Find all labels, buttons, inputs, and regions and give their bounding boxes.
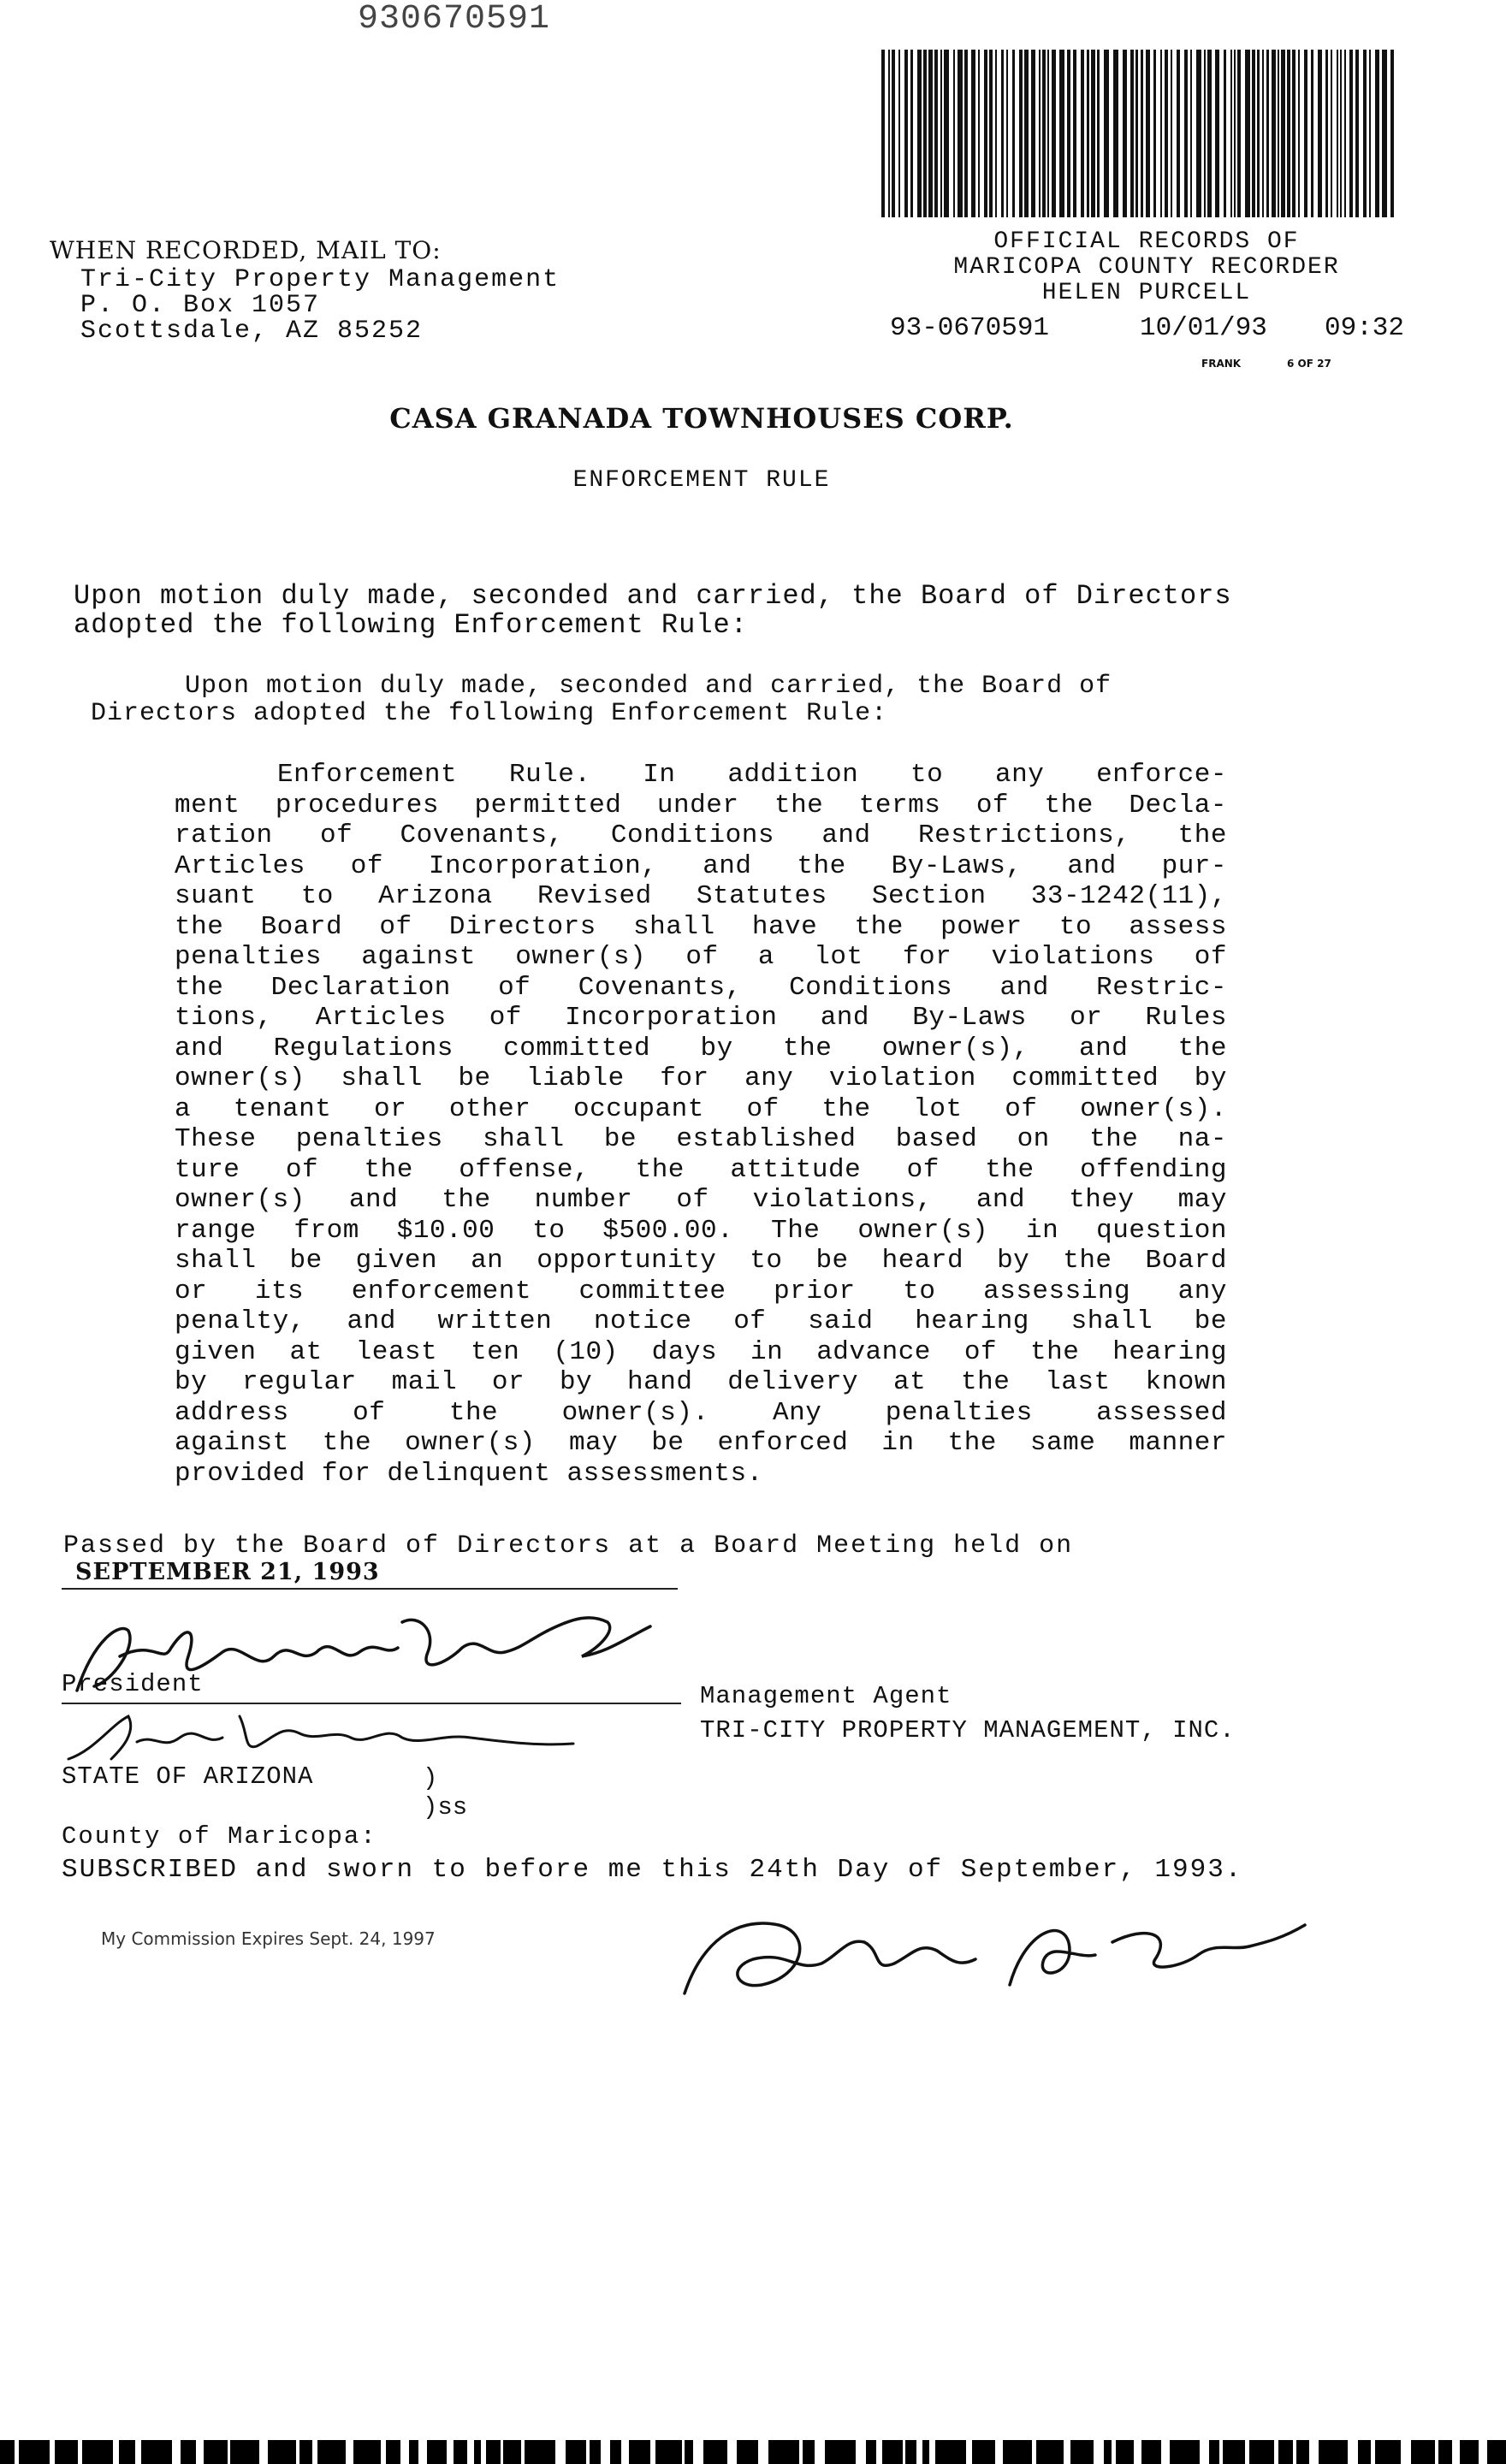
rule-line: These penalties shall be established based on the na- <box>175 1124 1227 1154</box>
rule-line: a tenant or other occupant of the lot of owner(s). <box>175 1093 1227 1124</box>
barcode-bar <box>1237 50 1241 217</box>
barcode-bar <box>1073 50 1076 217</box>
scan-edge-segment <box>454 2440 467 2464</box>
scan-edge-segment <box>610 2440 621 2464</box>
barcode-bar <box>1281 50 1285 217</box>
intro-paragraph-2 <box>91 672 1289 727</box>
barcode-bar <box>1123 50 1127 217</box>
barcode-bar <box>1135 50 1138 217</box>
barcode-bar <box>978 50 980 217</box>
barcode-bar <box>1234 50 1236 217</box>
scan-edge-segment <box>141 2440 172 2464</box>
barcode-bar <box>1337 50 1338 217</box>
notary-county: County of Maricopa: <box>62 1822 377 1851</box>
president-label: President <box>62 1670 204 1698</box>
scan-edge-segment <box>685 2440 693 2464</box>
notary-ss: )ss <box>423 1793 468 1821</box>
scan-edge-segment <box>1170 2440 1200 2464</box>
rule-line: range from $10.00 to $500.00. The owner(s) in question <box>175 1215 1227 1246</box>
intro-2-line: Directors adopted the following Enforcement Rule: <box>91 699 888 728</box>
scan-edge-segment <box>1319 2440 1348 2464</box>
barcode-bar <box>1047 50 1049 217</box>
barcode-bar <box>1052 50 1056 217</box>
scan-edge-segment <box>737 2440 758 2464</box>
date-underline <box>62 1588 678 1590</box>
barcode-bar <box>1298 50 1300 217</box>
recorder-line-3: HELEN PURCELL <box>1041 280 1252 306</box>
scan-edge-segment <box>119 2440 135 2464</box>
barcode-bar <box>1024 50 1029 217</box>
enforcement-rule-text <box>175 760 1227 1489</box>
barcode-bar <box>1184 50 1188 217</box>
scan-edge-segment <box>268 2440 296 2464</box>
barcode-bar <box>1019 50 1023 217</box>
barcode-bar <box>1340 50 1342 217</box>
notary-subscribed: SUBSCRIBED and sworn to before me this 24th Day of September, 1993. <box>62 1855 1243 1885</box>
recorder-line-1: OFFICIAL RECORDS OF <box>993 228 1300 255</box>
barcode-bar <box>1039 50 1041 217</box>
barcode-bar <box>881 50 885 217</box>
scan-edge-segment <box>181 2440 196 2464</box>
barcode <box>881 50 1402 217</box>
scan-edge-segment <box>204 2440 228 2464</box>
notary-state: STATE OF ARIZONA <box>62 1762 314 1791</box>
scan-edge-segment <box>386 2440 400 2464</box>
scan-edge-segment <box>825 2440 856 2464</box>
scan-edge-segment <box>1375 2440 1401 2464</box>
rule-line: suant to Arizona Revised Statutes Section 33-1242(11), <box>175 881 1227 911</box>
scan-edge-segment <box>525 2440 555 2464</box>
barcode-bar <box>1304 50 1307 217</box>
rule-line: tions, Articles of Incorporation and By-Laws or Rules <box>175 1003 1227 1033</box>
barcode-bar <box>923 50 927 217</box>
notary-signature <box>667 1891 1318 2011</box>
scan-edge-segment <box>1460 2440 1479 2464</box>
rule-line: owner(s) and the number of violations, and they may <box>175 1185 1227 1215</box>
barcode-bar <box>1012 50 1015 217</box>
barcode-bar <box>984 50 987 217</box>
scan-edge-segment <box>55 2440 78 2464</box>
scan-edge-segment <box>905 2440 916 2464</box>
barcode-bar <box>1097 50 1100 217</box>
barcode-bar <box>1104 50 1109 217</box>
scan-edge-segment <box>1070 2440 1094 2464</box>
barcode-bar <box>1153 50 1156 217</box>
rule-line: ment procedures permitted under the terms of the Decla- <box>175 790 1227 820</box>
scan-edge-segment <box>629 2440 650 2464</box>
scan-edge-segment <box>0 2440 15 2464</box>
barcode-bar <box>971 50 975 217</box>
barcode-bar <box>964 50 968 217</box>
intro-2-line: Upon motion duly made, seconded and carried, the Board of <box>185 672 1112 701</box>
barcode-bar <box>1278 50 1279 217</box>
meeting-date: SEPTEMBER 21, 1993 <box>75 1559 380 1585</box>
scan-edge-segment <box>317 2440 346 2464</box>
barcode-bar <box>1141 50 1143 217</box>
barcode-bar <box>1390 50 1394 217</box>
scan-edge-segment <box>1209 2440 1219 2464</box>
scan-edge-segment <box>1116 2440 1134 2464</box>
recorder-block <box>890 229 1403 306</box>
rule-line: given at least ten (10) days in advance of the hearing <box>175 1336 1227 1367</box>
document-title: CASA GRANADA TOWNHOUSES CORP. <box>389 402 1014 435</box>
barcode-bar <box>910 50 913 217</box>
scan-edge-segment <box>655 2440 682 2464</box>
barcode-bar <box>1287 50 1290 217</box>
barcode-bar <box>1262 50 1264 217</box>
rule-line: provided for delinquent assessments. <box>175 1458 763 1489</box>
scan-edge-border <box>0 2440 1506 2464</box>
barcode-bar <box>1311 50 1313 217</box>
recording-clerk: FRANK <box>1201 358 1242 370</box>
barcode-bar <box>1318 50 1322 217</box>
barcode-bar <box>1177 50 1180 217</box>
barcode-bar <box>944 50 949 217</box>
barcode-bar <box>940 50 942 217</box>
barcode-bar <box>1001 50 1004 217</box>
rule-line: address of the owner(s). Any penalties assessed <box>175 1397 1227 1428</box>
barcode-bar <box>1257 50 1260 217</box>
rule-line: penalties against owner(s) of a lot for violations of <box>175 942 1227 972</box>
barcode-bar <box>1146 50 1150 217</box>
barcode-bar <box>1160 50 1162 217</box>
scan-edge-segment <box>1003 2440 1032 2464</box>
barcode-bar <box>1325 50 1328 217</box>
rule-line: ture of the offense, the attitude of the offending <box>175 1154 1227 1185</box>
scan-edge-segment <box>590 2440 601 2464</box>
rule-line: ration of Covenants, Conditions and Restrictions, the <box>175 820 1227 850</box>
barcode-bar <box>1091 50 1095 217</box>
recording-page: 6 OF 27 <box>1287 358 1331 370</box>
barcode-bar <box>928 50 933 217</box>
scan-edge-segment <box>503 2440 521 2464</box>
barcode-bar <box>1113 50 1118 217</box>
scan-edge-segment <box>882 2440 903 2464</box>
barcode-bar <box>1245 50 1250 217</box>
secretary-signature <box>60 1699 590 1768</box>
management-agent-label: Management Agent <box>700 1682 952 1710</box>
recording-date: 10/01/93 <box>1140 313 1267 343</box>
passed-statement: Passed by the Board of Directors at a Board Meeting held on <box>63 1531 1074 1561</box>
address-line: Scottsdale, AZ 85252 <box>80 317 424 346</box>
barcode-bar <box>1369 50 1371 217</box>
scan-edge-segment <box>299 2440 312 2464</box>
scan-edge-segment <box>1104 2440 1112 2464</box>
rule-line: against the owner(s) may be enforced in the same manner <box>175 1428 1227 1458</box>
recording-doc-number: 93-0670591 <box>890 313 1050 343</box>
rule-line: and Regulations committed by the owner(s), and the <box>175 1033 1227 1063</box>
barcode-bar <box>1207 50 1212 217</box>
scan-edge-segment <box>230 2440 259 2464</box>
barcode-bar <box>989 50 993 217</box>
mail-to-address <box>80 267 560 344</box>
intro-paragraph-1: Upon motion duly made, seconded and carried, the Board of Directors adopted the following Enforcement Rule: <box>74 580 1232 641</box>
scan-edge-segment <box>1278 2440 1293 2464</box>
scan-edge-segment <box>1411 2440 1435 2464</box>
scan-edge-segment <box>1249 2440 1274 2464</box>
barcode-bar <box>1266 50 1269 217</box>
barcode-bar <box>1344 50 1346 217</box>
doc-number-stamp: 930670591 <box>358 0 551 38</box>
barcode-bar <box>1292 50 1296 217</box>
scan-edge-segment <box>1487 2440 1506 2464</box>
address-line: P. O. Box 1057 <box>80 291 321 320</box>
rule-line: owner(s) shall be liable for any violation committed by <box>175 1063 1227 1093</box>
scan-edge-segment <box>866 2440 876 2464</box>
signature-underline <box>62 1703 681 1704</box>
barcode-bar <box>1215 50 1219 217</box>
barcode-bar <box>934 50 938 217</box>
barcode-bar <box>892 50 895 217</box>
barcode-bar <box>1363 50 1367 217</box>
barcode-bar <box>958 50 963 217</box>
barcode-bar <box>1230 50 1232 217</box>
barcode-bar <box>917 50 922 217</box>
barcode-bar <box>1272 50 1276 217</box>
barcode-bar <box>1204 50 1206 217</box>
barcode-bar <box>1331 50 1332 217</box>
rule-line: the Declaration of Covenants, Conditions and Restric- <box>175 972 1227 1003</box>
barcode-bar <box>1355 50 1359 217</box>
scan-edge-segment <box>1296 2440 1309 2464</box>
barcode-bar <box>1165 50 1168 217</box>
scan-edge-segment <box>409 2440 418 2464</box>
address-line: Tri-City Property Management <box>80 265 560 294</box>
mail-to-label: WHEN RECORDED, MAIL TO: <box>50 236 442 264</box>
barcode-bar <box>1087 50 1089 217</box>
barcode-bar <box>1196 50 1201 217</box>
rule-line: shall be given an opportunity to be heard by the Board <box>175 1246 1227 1276</box>
rule-line: by regular mail or by hand delivery at the last known <box>175 1367 1227 1397</box>
barcode-bar <box>1059 50 1064 217</box>
scan-edge-segment <box>19 2440 50 2464</box>
rule-line: Articles of Incorporation, and the By-Laws, and pur- <box>175 850 1227 881</box>
rule-line: the Board of Directors shall have the power to assess <box>175 911 1227 942</box>
scan-edge-segment <box>486 2440 501 2464</box>
barcode-bar <box>1042 50 1046 217</box>
barcode-bar <box>1130 50 1134 217</box>
recorder-line-2: MARICOPA COUNTY RECORDER <box>953 254 1340 281</box>
barcode-bar <box>1081 50 1084 217</box>
scan-edge-segment <box>935 2440 966 2464</box>
barcode-bar <box>1375 50 1379 217</box>
barcode-bar <box>1349 50 1353 217</box>
scan-edge-segment <box>972 2440 995 2464</box>
barcode-bar <box>1190 50 1192 217</box>
scan-edge-segment <box>1036 2440 1064 2464</box>
barcode-bar <box>995 50 997 217</box>
scan-edge-segment <box>427 2440 447 2464</box>
barcode-bar <box>1252 50 1255 217</box>
barcode-bar <box>888 50 890 217</box>
scan-edge-segment <box>922 2440 929 2464</box>
scan-edge-segment <box>803 2440 815 2464</box>
commission-expiry-stamp: My Commission Expires Sept. 24, 1997 <box>101 1928 436 1949</box>
scan-edge-segment <box>768 2440 799 2464</box>
barcode-bar <box>953 50 955 217</box>
scan-edge-segment <box>703 2440 727 2464</box>
rule-line: penalty, and written notice of said hearing shall be <box>175 1306 1227 1336</box>
barcode-bar <box>1171 50 1172 217</box>
barcode-bar <box>1031 50 1035 217</box>
barcode-bar <box>1382 50 1387 217</box>
scan-edge-segment <box>566 2440 586 2464</box>
barcode-bar <box>1006 50 1008 217</box>
barcode-bar <box>904 50 908 217</box>
barcode-bar <box>898 50 900 217</box>
scan-edge-segment <box>1438 2440 1452 2464</box>
scan-edge-segment <box>353 2440 381 2464</box>
notary-paren: ) <box>423 1764 438 1792</box>
rule-line: or its enforcement committee prior to assessing any <box>175 1276 1227 1306</box>
scan-edge-segment <box>1141 2440 1161 2464</box>
recording-time: 09:32 <box>1325 313 1405 343</box>
document-subtitle: ENFORCEMENT RULE <box>572 467 831 494</box>
barcode-bar <box>1224 50 1226 217</box>
scan-edge-segment <box>1358 2440 1371 2464</box>
scan-edge-segment <box>474 2440 481 2464</box>
scan-edge-segment <box>1223 2440 1245 2464</box>
scan-edge-segment <box>82 2440 113 2464</box>
management-agent-name: TRI-CITY PROPERTY MANAGEMENT, INC. <box>700 1716 1236 1744</box>
barcode-bar <box>1067 50 1070 217</box>
rule-line: Enforcement Rule. In addition to any enforce- <box>277 760 1227 790</box>
